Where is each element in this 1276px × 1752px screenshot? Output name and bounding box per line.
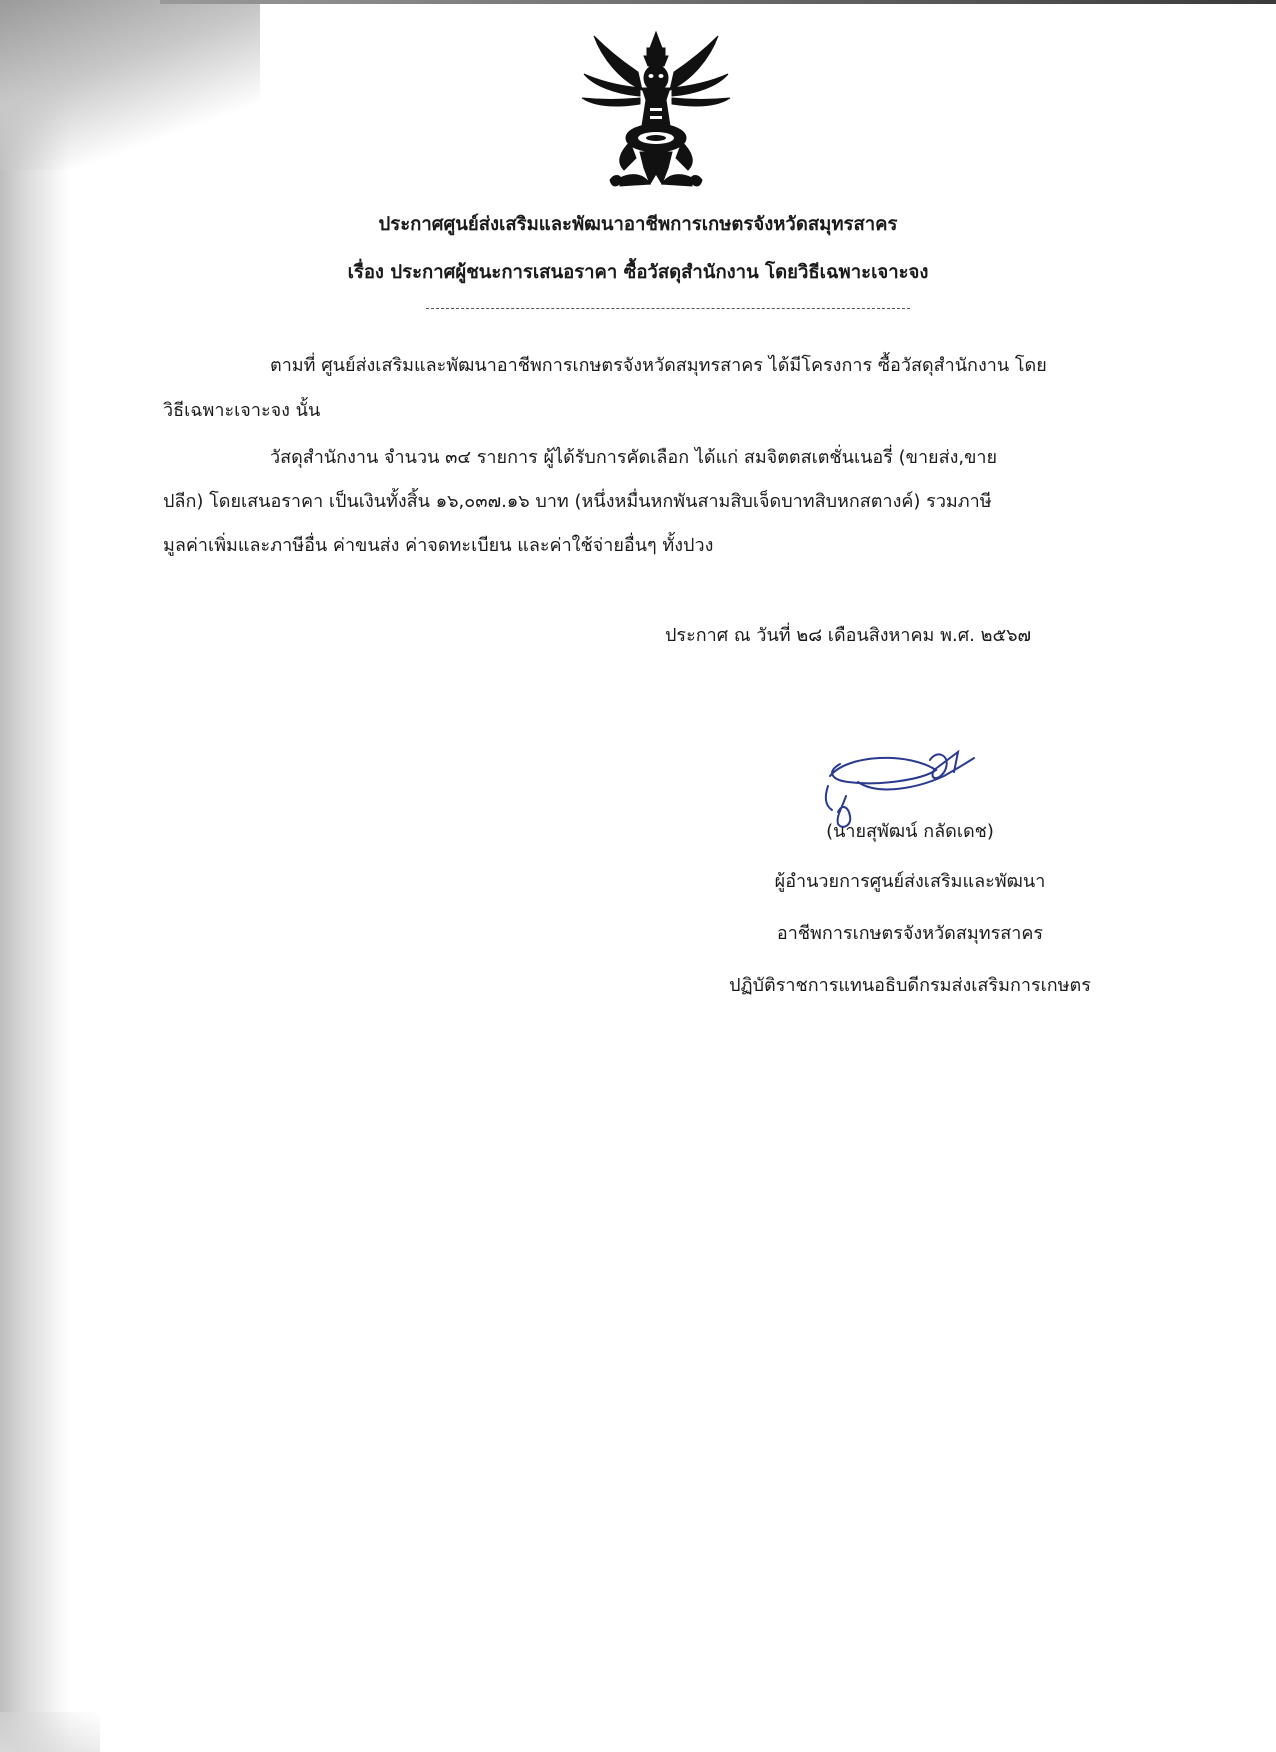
scan-edge-shadow	[0, 0, 70, 1752]
announcement-date: ประกาศ ณ วันที่ ๒๘ เดือนสิงหาคม พ.ศ. ๒๕๖๗	[665, 625, 1032, 646]
paragraph-2-line-2: ปลีก) โดยเสนอราคา เป็นเงินทั้งสิ้น ๑๖,๐๓๗.๑๖ บาท (หนึ่งหมื่นหกพันสามสิบเจ็ดบาทสิบหกสตางค์) รวมภาษี	[163, 491, 992, 512]
title-divider	[426, 308, 910, 309]
announcement-subject: เรื่อง ประกาศผู้ชนะการเสนอราคา ซื้อวัสดุสำนักงาน โดยวิธีเฉพาะเจาะจง	[347, 262, 929, 283]
paragraph-2-line-3: มูลค่าเพิ่มและภาษีอื่น ค่าขนส่ง ค่าจดทะเบียน และค่าใช้จ่ายอื่นๆ ทั้งปวง	[163, 535, 714, 556]
paragraph-1-line-2: วิธีเฉพาะเจาะจง นั้น	[163, 400, 321, 421]
garuda-emblem	[580, 28, 732, 198]
scan-bottom-shadow	[0, 1712, 100, 1752]
paragraph-2-line-1: วัสดุสำนักงาน จำนวน ๓๔ รายการ ผู้ได้รับการคัดเลือก ได้แก่ สมจิตตสเตชั่นเนอรี่ (ขายส่ง,ขาย	[270, 447, 998, 468]
signatory-position-3: ปฏิบัติราชการแทนอธิบดีกรมส่งเสริมการเกษตร	[729, 975, 1091, 996]
announcement-title: ประกาศศูนย์ส่งเสริมและพัฒนาอาชีพการเกษตรจังหวัดสมุทรสาคร	[378, 214, 898, 235]
signatory-name: (นายสุพัฒน์ กลัดเดช)	[826, 821, 994, 842]
scan-fold-shadow	[0, 0, 260, 170]
signatory-position-2: อาชีพการเกษตรจังหวัดสมุทรสาคร	[776, 923, 1044, 944]
signatory-position-1: ผู้อำนวยการศูนย์ส่งเสริมและพัฒนา	[774, 871, 1046, 892]
paragraph-1-line-1: ตามที่ ศูนย์ส่งเสริมและพัฒนาอาชีพการเกษตรจังหวัดสมุทรสาคร ได้มีโครงการ ซื้อวัสดุสำนักงาน โดย	[270, 355, 1047, 376]
scan-top-edge	[160, 0, 1276, 4]
